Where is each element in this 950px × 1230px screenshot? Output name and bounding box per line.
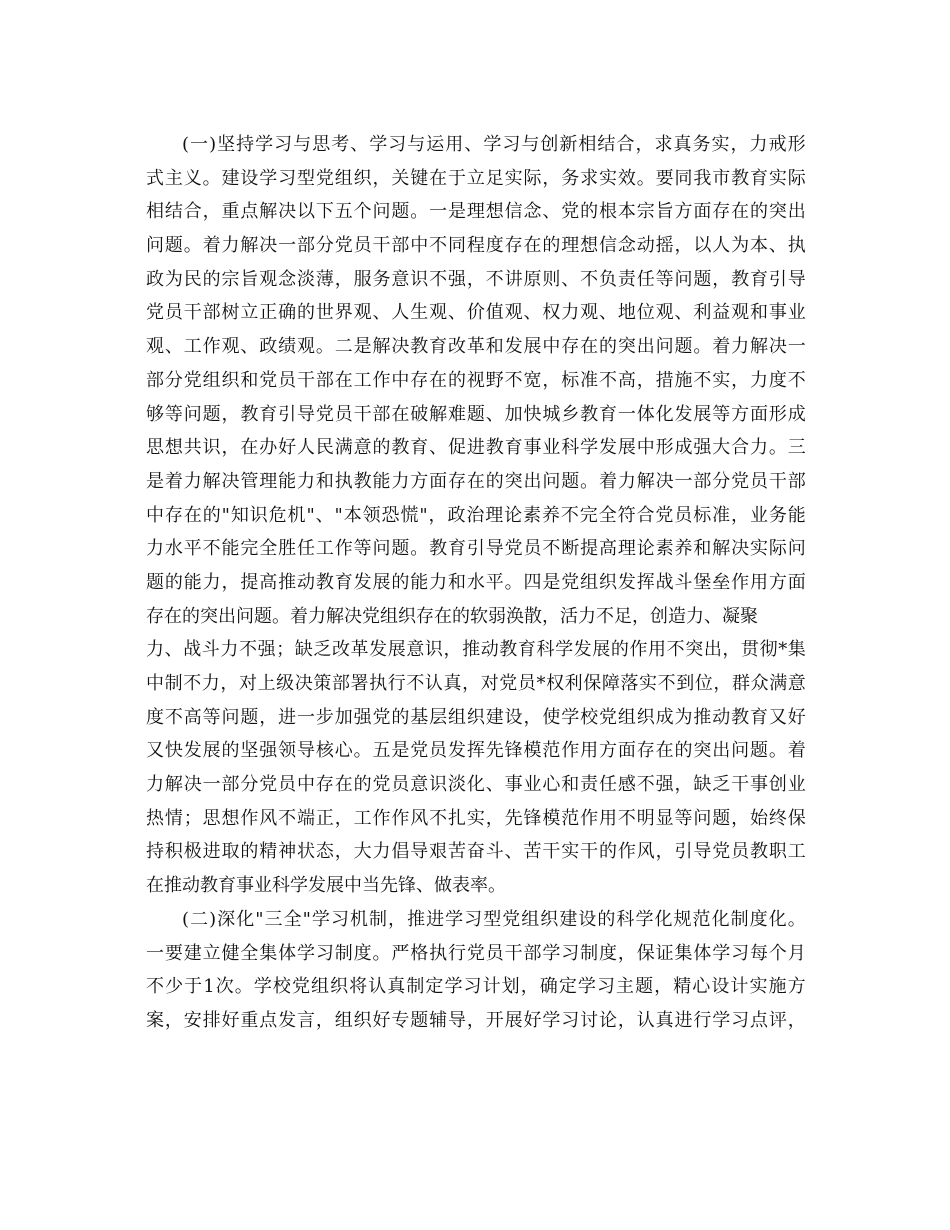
paragraph-1-line-3: 相 结 合 ， 重 点 解 决 以 下 五 个 问 题 。 一 是 理 想 信 念 、 党 的 根 本 宗 旨 方 面 存 在 的 突 出: [146, 201, 806, 223]
paragraph-1-line-13: 力 水 平 不 能 完 全 胜 任 工 作 等 问 题 。 教 育 引 导 党 员 不 断 提 高 理 论 素 养 和 解 决 实 际 问: [146, 538, 806, 560]
paragraph-1-line-11: 是 着 力 解 决 管 理 能 力 和 执 教 能 力 方 面 存 在 的 突 出 问 题 。 着 力 解 决 一 部 分 党 员 干 部: [146, 470, 806, 492]
paragraph-1-line-8: 部 分 党 组 织 和 党 员 干 部 在 工 作 中 存 在 的 视 野 不 宽 ， 标 准 不 高 ， 措 施 不 实 ， 力 度 不: [146, 369, 806, 391]
paragraph-1-line-6: 党 员 干 部 树 立 正 确 的 世 界 观 、 人 生 观 、 价 值 观 、 权 力 观 、 地 位 观 、 利 益 观 和 事 业: [146, 302, 806, 324]
paragraph-1-line-15: 存在的突出问题。着力解决党组织存在的软弱涣散，活力不足，创造力、凝聚: [146, 605, 758, 627]
paragraph-1-line-17: 中 制 不 力 ， 对 上 级 决 策 部 署 执 行 不 认 真 ， 对 党 员 * 权 利 保 障 落 实 不 到 位 ， 群 众 满 意: [146, 673, 806, 694]
paragraph-1-line-19: 又 快 发 展 的 坚 强 领 导 核 心 。 五 是 党 员 发 挥 先 锋 模 范 作 用 方 面 存 在 的 突 出 问 题 。 着: [146, 740, 806, 762]
paragraph-1-line-10: 思 想 共 识 ， 在 办 好 人 民 满 意 的 教 育 、 促 进 教 育 事 业 科 学 发 展 中 形 成 强 大 合 力 。 三: [146, 437, 806, 459]
paragraph-1-line-1: ( 一 ) 坚 持 学 习 与 思 考 、 学 习 与 运 用 、 学 习 与 创 新 相 结 合 ， 求 真 务 实 ， 力 戒 形: [182, 134, 806, 155]
paragraph-1-line-22: 持 积 极 进 取 的 精 神 状 态 ， 大 力 倡 导 艰 苦 奋 斗 、 苦 干 实 干 的 作 风 ， 引 导 党 员 教 职 工: [146, 841, 806, 863]
paragraph-1-line-14: 题 的 能 力 ， 提 高 推 动 教 育 发 展 的 能 力 和 水 平 。 四 是 党 组 织 发 挥 战 斗 堡 垒 作 用 方 面: [146, 571, 806, 593]
paragraph-1-line-20: 力 解 决 一 部 分 党 员 中 存 在 的 党 员 意 识 淡 化 、 事 业 心 和 责 任 感 不 强 ， 缺 乏 干 事 创 业: [146, 774, 806, 796]
paragraph-1-line-7: 观 、 工 作 观 、 政 绩 观 。 二 是 解 决 教 育 改 革 和 发 展 中 存 在 的 突 出 问 题 。 着 力 解 决 一: [146, 336, 806, 358]
paragraph-1-line-4: 问 题 。 着 力 解 决 一 部 分 党 员 干 部 中 不 同 程 度 存 在 的 理 想 信 念 动 摇 ， 以 人 为 本 、 执: [146, 235, 806, 257]
paragraph-1-line-21: 热 情 ； 思 想 作 风 不 端 正 ， 工 作 作 风 不 扎 实 ， 先 锋 模 范 作 用 不 明 显 等 问 题 ， 始 终 保: [146, 807, 806, 829]
paragraph-1-line-23: 在推动教育事业科学发展中当先锋、做表率。: [146, 875, 506, 897]
document-body: [146, 128, 806, 1038]
paragraph-2-line-4: 案 ， 安 排 好 重 点 发 言 ， 组 织 好 专 题 辅 导 ， 开 展 好 学 习 讨 论 ， 认 真 进 行 学 习 点 评 ，: [146, 1009, 806, 1031]
paragraph-2-line-3: 不 少 于 1 次 。 学 校 党 组 织 将 认 真 制 定 学 习 计 划 ， 确 定 学 习 主 题 ， 精 心 设 计 实 施 方: [146, 976, 806, 998]
paragraph-1-line-18: 度 不 高 等 问 题 ， 进 一 步 加 强 党 的 基 层 组 织 建 设 ， 使 学 校 党 组 织 成 为 推 动 教 育 又 好: [146, 706, 806, 728]
paragraph-1-line-12: 中 存 在 的 " 知 识 危 机 " 、 " 本 领 恐 慌 " ， 政 治 理 论 素 养 不 完 全 符 合 党 员 标 准 ， 业 务 能: [146, 504, 806, 526]
paragraph-1-line-2: 式 主 义 。 建 设 学 习 型 党 组 织 ， 关 键 在 于 立 足 实 际 ， 务 求 实 效 。 要 同 我 市 教 育 实 际: [146, 167, 806, 189]
paragraph-1-line-5: 政 为 民 的 宗 旨 观 念 淡 薄 ， 服 务 意 识 不 强 ， 不 讲 原 则 、 不 负 责 任 等 问 题 ， 教 育 引 导: [146, 268, 806, 290]
paragraph-2-line-1: ( 二 ) 深 化 " 三 全 " 学 习 机 制 ， 推 进 学 习 型 党 组 织 建 设 的 科 学 化 规 范 化 制 度 化 。: [182, 908, 806, 930]
paragraph-1-line-16: 力 、 战 斗 力 不 强 ； 缺 乏 改 革 发 展 意 识 ， 推 动 教 育 科 学 发 展 的 作 用 不 突 出 ， 贯 彻 * 集: [146, 639, 806, 661]
paragraph-2-line-2: 一 要 建 立 健 全 集 体 学 习 制 度 。 严 格 执 行 党 员 干 部 学 习 制 度 ， 保 证 集 体 学 习 每 个 月: [146, 942, 806, 964]
paragraph-1-line-9: 够 等 问 题 ， 教 育 引 导 党 员 干 部 在 破 解 难 题 、 加 快 城 乡 教 育 一 体 化 发 展 等 方 面 形 成: [146, 403, 806, 425]
